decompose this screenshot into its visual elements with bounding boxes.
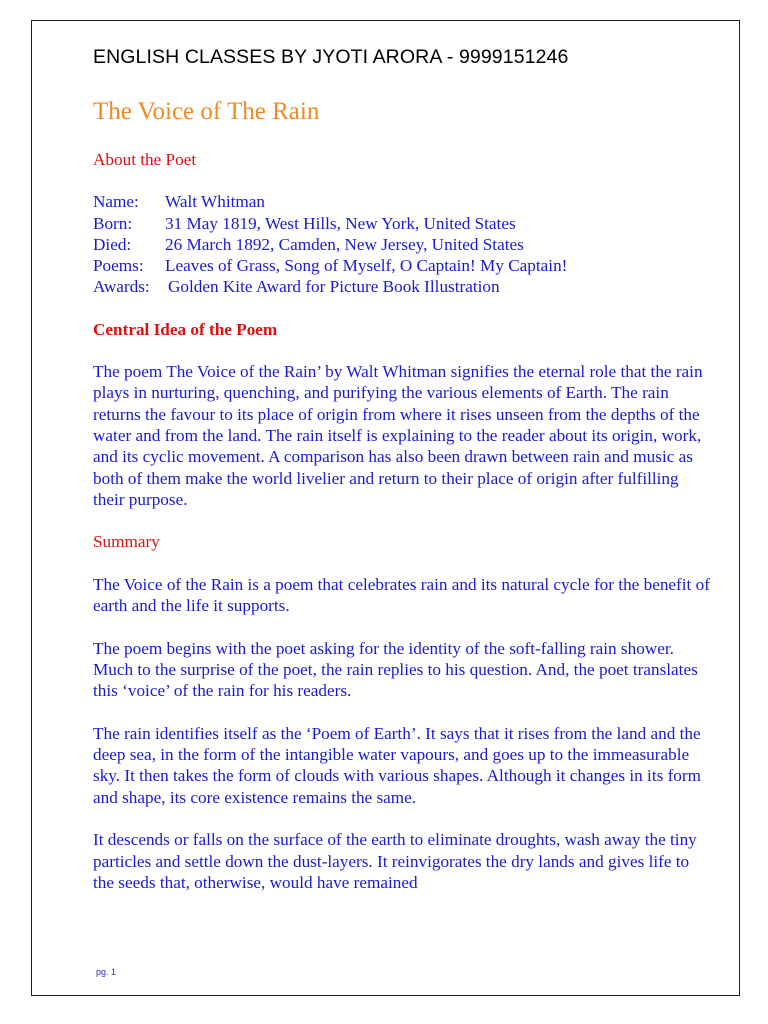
info-value: 26 March 1892, Camden, New Jersey, United States <box>165 234 524 254</box>
info-label: Awards: <box>93 277 150 297</box>
page-header: ENGLISH CLASSES BY JYOTI ARORA - 9999151246 <box>93 46 569 68</box>
info-row-awards <box>93 276 713 297</box>
poet-info-list <box>93 191 713 297</box>
summary-heading: Summary <box>93 532 160 552</box>
info-value: Golden Kite Award for Picture Book Illustration <box>168 277 500 297</box>
summary-paragraph: The poem begins with the poet asking for the identity of the soft-falling rain shower. Much to the surprise of the poet, the rain replies to his question. And, the poet translates this ‘voice’ of the rain for his readers. <box>93 638 698 701</box>
info-row-name <box>93 191 713 212</box>
info-value: Leaves of Grass, Song of Myself, O Captain! My Captain! <box>165 256 568 276</box>
central-idea-paragraph: The poem The Voice of the Rain’ by Walt Whitman signifies the eternal role that the rain plays in nurturing, quenching, and purifying the various elements of Earth. The rain returns the favour to its place of origin from where it rises unseen from the depths of the water and from the land. The rain itself is explaining to the reader about its origin, work, and its cyclic movement. A comparison has also been drawn between rain and music as both of them make the world livelier and return to their place of origin after fulfilling their purpose. <box>93 362 703 509</box>
info-row-died <box>93 234 713 255</box>
info-label: Name: <box>93 192 139 212</box>
info-row-born <box>93 213 713 234</box>
summary-paragraph: The rain identifies itself as the ‘Poem of Earth’. It says that it rises from the land and the deep sea, in the form of the intangible water vapours, and goes up to the immeasurable sky. It then takes the form of clouds with various shapes. Although it changes in its form and shape, its core existence remains the same. <box>93 723 701 807</box>
info-label: Poems: <box>93 256 144 276</box>
info-label: Died: <box>93 234 132 254</box>
info-row-poems <box>93 255 713 276</box>
summary-paragraph: It descends or falls on the surface of the earth to eliminate droughts, wash away the tiny particles and settle down the dust-layers. It reinvigorates the dry lands and gives life to the seeds that, otherwise, would have remained <box>93 830 697 892</box>
summary-paragraph: The Voice of the Rain is a poem that celebrates rain and its natural cycle for the benefit of earth and the life it supports. <box>93 574 710 616</box>
document-body <box>93 96 713 915</box>
info-value: Walt Whitman <box>165 192 265 212</box>
central-idea-heading: Central Idea of the Poem <box>93 319 278 339</box>
info-value: 31 May 1819, West Hills, New York, United States <box>165 213 516 233</box>
document-title: The Voice of The Rain <box>93 98 320 125</box>
about-poet-heading: About the Poet <box>93 150 197 169</box>
info-label: Born: <box>93 213 133 233</box>
page-number: pg. 1 <box>96 967 117 977</box>
